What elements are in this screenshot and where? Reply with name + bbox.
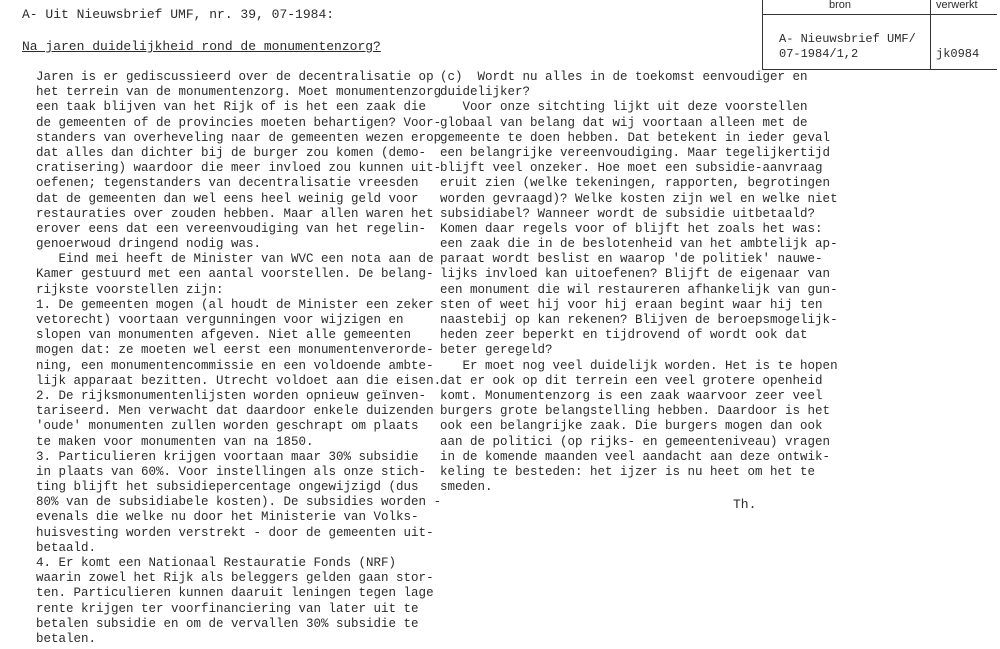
text-line: Er moet nog veel duidelijk worden. Het is te hopen xyxy=(440,358,838,373)
text-line: de gemeenten of de provincies moeten behartigen? Voor- xyxy=(36,115,442,130)
text-line: blijft veel onzeker. Hoe moet een subsidie-aanvraag xyxy=(440,161,823,176)
text-line: rente krijgen ter voorfinanciering van later uit te xyxy=(36,601,419,616)
text-line: erover eens dat een vereenvoudiging van het regelin- xyxy=(36,221,427,236)
text-line: subsidiabel? Wanneer wordt de subsidie uitbetaald? xyxy=(440,206,816,221)
source-line: A- Uit Nieuwsbrief UMF, nr. 39, 07-1984: xyxy=(22,7,335,22)
signature: Th. xyxy=(733,497,757,512)
text-line: komt. Monumentenzorg is een zaak waarvoor zeer veel xyxy=(440,388,823,403)
text-line: betaald. xyxy=(36,540,97,555)
text-line: gemeente te doen hebben. Dat betekent in ieder geval xyxy=(440,130,831,145)
text-line: evenals die welke nu door het Ministerie van Volks- xyxy=(36,510,419,525)
text-line: betalen subsidie en om de vervallen 30% subsidie te xyxy=(36,616,419,631)
text-line: sten of weet hij voor hij eraan begint waar hij ten xyxy=(440,297,823,312)
text-line: dat de gemeenten dan wel eens heel weinig geld voor xyxy=(36,191,419,206)
text-line: lijk apparaat bezitten. Utrecht voldoet aan die eisen. xyxy=(36,373,442,388)
text-line: oefenen; tegenstanders van decentralisatie vreesden xyxy=(36,176,419,191)
text-line: ten. Particulieren kunnen daaruit leningen tegen lage xyxy=(36,586,434,601)
text-line: genoerwoud dringend nodig was. xyxy=(36,237,262,252)
text-line: Voor onze sitchting lijkt uit deze voorstellen xyxy=(440,100,808,115)
text-line: een monument die wil restaureren afhankelijk van gun- xyxy=(440,282,838,297)
text-line: restauraties over zouden hebben. Maar allen waren het xyxy=(36,206,434,221)
meta-table-row-divider xyxy=(763,14,997,15)
text-line: naastebij op kan rekenen? Blijven de beroepsmogelijk- xyxy=(440,313,838,327)
text-line: dat alles dan dichter bij de burger zou komen (demo- xyxy=(36,145,427,160)
verwerkt-value: jk0984 xyxy=(936,47,980,61)
text-line: 2. De rijksmonumentenlijsten worden opnieuw geïnven- xyxy=(36,388,427,403)
text-line: rijkste voorstellen zijn: xyxy=(36,282,224,297)
text-line: standers van overheveling naar de gemeenten wezen erop xyxy=(36,130,442,145)
text-line: Kamer gestuurd met een aantal voorstellen. De belang- xyxy=(36,267,434,282)
text-line: paraat wordt beslist en waarop 'de politiek' nauwe- xyxy=(440,252,823,267)
text-line: ning, een monumentencommissie en een voldoende ambte- xyxy=(36,358,434,373)
text-line: 80% van de subsidiabele kosten). De subsidies worden - xyxy=(36,495,442,510)
text-line: 'oude' monumenten zullen worden geschrapt om plaats xyxy=(36,419,419,434)
meta-table-column-divider xyxy=(930,0,931,69)
text-line: in de komende maanden veel aandacht aan deze ontwik- xyxy=(440,449,831,464)
text-line: 3. Particulieren krijgen voortaan maar 30% subsidie xyxy=(36,449,419,464)
text-line: Eind mei heeft de Minister van WVC een nota aan de xyxy=(36,252,434,267)
text-line: dat er ook op dit terrein een veel grotere openheid xyxy=(440,373,823,388)
meta-table xyxy=(762,0,997,70)
text-line: aan de politici (op rijks- en gemeenteniveau) vragen xyxy=(440,434,831,449)
text-line: Jaren is er gediscussieerd over de decentralisatie op xyxy=(36,70,434,84)
text-line: cratisering) waardoor die meer invloed zou kunnen uit- xyxy=(36,161,442,176)
text-line: smeden. xyxy=(440,480,493,495)
text-line: slopen van monumenten afgeven. Niet alle gemeenten xyxy=(36,328,412,343)
text-line: in plaats van 60%. Voor instellingen als onze stich- xyxy=(36,464,427,479)
text-line: heden zeer beperkt en tijdrovend of wordt ook dat xyxy=(440,328,808,343)
text-line: keling te besteden: het ijzer is nu heet om het te xyxy=(440,464,816,479)
text-line: huisvesting worden verstrekt - door de gemeenten uit- xyxy=(36,525,434,540)
bron-header: bron xyxy=(829,0,852,11)
text-line: vetorecht) voortaan vergunningen voor wijzigen en xyxy=(36,313,404,327)
bron-value: A- Nieuwsbrief UMF/ 07-1984/1,2 xyxy=(779,32,916,61)
text-line: globaal van belang dat wij voortaan alleen met de xyxy=(440,115,808,130)
text-line: te maken voor monumenten van na 1850. xyxy=(36,434,314,449)
left-text-column xyxy=(36,70,441,647)
text-line: tariseerd. Men verwacht dat daardoor enkele duizenden xyxy=(36,404,434,419)
text-line: betalen. xyxy=(36,631,97,646)
text-line: eruit zien (welke tekeningen, rapporten, begrotingen xyxy=(440,176,831,191)
page-title: Na jaren duidelijkheid rond de monumentenzorg? xyxy=(22,39,381,54)
text-line: ook een belangrijke zaak. Die burgers mogen dan ook xyxy=(440,419,823,434)
text-line: ting blijft het subsidiepercentage ongewijzigd (dus xyxy=(36,480,419,495)
text-line: 4. Er komt een Nationaal Restauratie Fonds (NRF) xyxy=(36,556,397,570)
text-line: waarin zowel het Rijk als beleggers gelden gaan stor- xyxy=(36,571,434,586)
text-line: lijks invloed kan uitoefenen? Blijft de eigenaar van xyxy=(440,267,831,282)
text-line: een belangrijke vereenvoudiging. Maar tegelijkertijd xyxy=(440,145,831,160)
right-text-column xyxy=(440,70,838,495)
text-line: beter geregeld? xyxy=(440,343,553,358)
verwerkt-header: verwerkt xyxy=(936,0,978,11)
text-line: burgers grote belangstelling hebben. Daardoor is het xyxy=(440,404,831,419)
text-line: 1. De gemeenten mogen (al houdt de Minister een zeker xyxy=(36,297,434,312)
text-line: (c) Wordt nu alles in de toekomst eenvoudiger en xyxy=(440,70,808,84)
text-line: een zaak die in de beslotenheid van het ambtelijk ap- xyxy=(440,237,838,252)
text-line: mogen dat: ze moeten wel eerst een monumentenverorde- xyxy=(36,343,434,358)
text-line: worden gevraagd)? Welke kosten zijn wel en welke niet xyxy=(440,191,838,206)
text-line: het terrein van de monumentenzorg. Moet monumentenzorg xyxy=(36,85,442,100)
text-line: een taak blijven van het Rijk of is het een zaak die xyxy=(36,100,427,115)
text-line: duidelijker? xyxy=(440,85,531,100)
text-line: Komen daar regels voor of blijft het zoals het was: xyxy=(440,221,823,236)
